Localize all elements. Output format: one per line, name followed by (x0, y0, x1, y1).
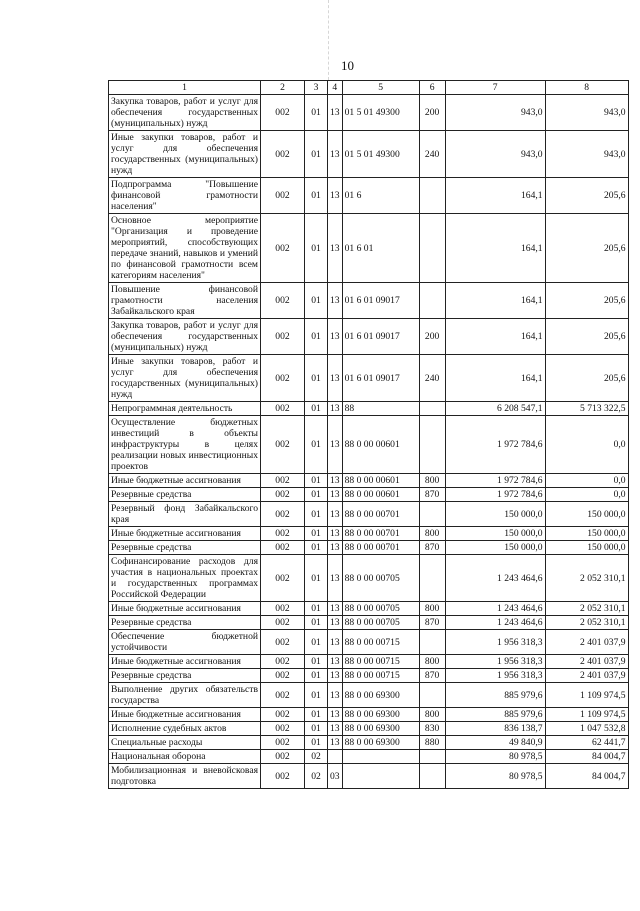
section-code: 01 (305, 214, 328, 283)
header-row (109, 81, 629, 95)
item-name: Резервные средства (109, 488, 261, 502)
amount-year-1: 885 979,6 (445, 708, 545, 722)
ministry-code: 002 (261, 630, 305, 655)
section-code: 01 (305, 131, 328, 178)
amount-year-1: 1 956 318,3 (445, 669, 545, 683)
section-code: 01 (305, 416, 328, 474)
column-header-5: 5 (342, 81, 419, 95)
target-article-code: 01 5 01 49300 (342, 131, 419, 178)
table-row (109, 488, 629, 502)
expense-type-code (419, 283, 445, 319)
column-header-6: 6 (419, 81, 445, 95)
target-article-code: 01 6 01 09017 (342, 355, 419, 402)
section-code: 01 (305, 319, 328, 355)
item-name: Резервные средства (109, 616, 261, 630)
section-code: 01 (305, 683, 328, 708)
amount-year-1: 164,1 (445, 355, 545, 402)
ministry-code: 002 (261, 355, 305, 402)
column-header-7: 7 (445, 81, 545, 95)
subsection-code: 13 (328, 283, 343, 319)
expense-type-code: 870 (419, 488, 445, 502)
expense-type-code (419, 764, 445, 789)
target-article-code: 88 0 00 00701 (342, 527, 419, 541)
amount-year-2: 2 401 037,9 (545, 655, 628, 669)
subsection-code: 13 (328, 630, 343, 655)
subsection-code: 13 (328, 488, 343, 502)
ministry-code: 002 (261, 502, 305, 527)
target-article-code: 01 6 01 09017 (342, 319, 419, 355)
expense-type-code: 240 (419, 131, 445, 178)
amount-year-2: 2 052 310,1 (545, 555, 628, 602)
expense-type-code: 240 (419, 355, 445, 402)
amount-year-2: 2 401 037,9 (545, 669, 628, 683)
item-name: Закупка товаров, работ и услуг для обеспечения государственных (муниципальных) нужд (109, 319, 261, 355)
amount-year-1: 150 000,0 (445, 502, 545, 527)
ministry-code: 002 (261, 736, 305, 750)
item-name: Иные бюджетные ассигнования (109, 602, 261, 616)
item-name: Иные закупки товаров, работ и услуг для обеспечения государственных (муниципальных) нужд (109, 355, 261, 402)
ministry-code: 002 (261, 214, 305, 283)
item-name: Осуществление бюджетных инвестиций в объекты инфраструктуры в целях реализации новых инвестиционных проектов (109, 416, 261, 474)
section-code: 01 (305, 655, 328, 669)
item-name: Резервные средства (109, 669, 261, 683)
ministry-code: 002 (261, 764, 305, 789)
expense-type-code: 200 (419, 95, 445, 131)
subsection-code: 03 (328, 764, 343, 789)
item-name: Иные закупки товаров, работ и услуг для обеспечения государственных (муниципальных) нужд (109, 131, 261, 178)
item-name: Мобилизационная и вневойсковая подготовка (109, 764, 261, 789)
amount-year-1: 164,1 (445, 283, 545, 319)
subsection-code: 13 (328, 602, 343, 616)
amount-year-1: 150 000,0 (445, 541, 545, 555)
amount-year-2: 943,0 (545, 95, 628, 131)
amount-year-1: 943,0 (445, 95, 545, 131)
subsection-code: 13 (328, 214, 343, 283)
subsection-code: 13 (328, 474, 343, 488)
table-row (109, 541, 629, 555)
expense-type-code (419, 502, 445, 527)
ministry-code: 002 (261, 708, 305, 722)
ministry-code: 002 (261, 131, 305, 178)
target-article-code: 88 0 00 00701 (342, 502, 419, 527)
amount-year-2: 84 004,7 (545, 750, 628, 764)
amount-year-1: 1 243 464,6 (445, 616, 545, 630)
column-header-1: 1 (109, 81, 261, 95)
item-name: Резервный фонд Забайкальского края (109, 502, 261, 527)
amount-year-2: 943,0 (545, 131, 628, 178)
target-article-code: 88 (342, 402, 419, 416)
item-name: Непрограммная деятельность (109, 402, 261, 416)
ministry-code: 002 (261, 488, 305, 502)
target-article-code (342, 764, 419, 789)
section-code: 01 (305, 708, 328, 722)
table-row (109, 602, 629, 616)
amount-year-1: 1 956 318,3 (445, 630, 545, 655)
section-code: 01 (305, 474, 328, 488)
expense-type-code: 800 (419, 708, 445, 722)
expense-type-code (419, 683, 445, 708)
item-name: Резервные средства (109, 541, 261, 555)
table-row (109, 708, 629, 722)
section-code: 02 (305, 764, 328, 789)
amount-year-2: 62 441,7 (545, 736, 628, 750)
target-article-code: 88 0 00 69300 (342, 708, 419, 722)
table-row (109, 655, 629, 669)
section-code: 01 (305, 630, 328, 655)
subsection-code: 13 (328, 131, 343, 178)
amount-year-1: 1 243 464,6 (445, 602, 545, 616)
table-row (109, 502, 629, 527)
target-article-code (342, 750, 419, 764)
ministry-code: 002 (261, 416, 305, 474)
amount-year-2: 0,0 (545, 416, 628, 474)
section-code: 01 (305, 355, 328, 402)
ministry-code: 002 (261, 95, 305, 131)
ministry-code: 002 (261, 319, 305, 355)
ministry-code: 002 (261, 527, 305, 541)
table-row (109, 683, 629, 708)
table-row (109, 527, 629, 541)
amount-year-2: 2 401 037,9 (545, 630, 628, 655)
amount-year-2: 1 047 532,8 (545, 722, 628, 736)
item-name: Софинансирование расходов для участия в национальных проектах и государственных программах Российской Федерации (109, 555, 261, 602)
subsection-code: 13 (328, 402, 343, 416)
table-body (109, 95, 629, 789)
target-article-code: 88 0 00 00601 (342, 488, 419, 502)
table-row (109, 131, 629, 178)
ministry-code: 002 (261, 283, 305, 319)
target-article-code: 88 0 00 00715 (342, 630, 419, 655)
target-article-code: 88 0 00 69300 (342, 683, 419, 708)
table-row (109, 178, 629, 214)
expense-type-code: 800 (419, 602, 445, 616)
ministry-code: 002 (261, 683, 305, 708)
ministry-code: 002 (261, 750, 305, 764)
amount-year-1: 1 972 784,6 (445, 416, 545, 474)
subsection-code (328, 750, 343, 764)
item-name: Национальная оборона (109, 750, 261, 764)
target-article-code: 01 6 (342, 178, 419, 214)
amount-year-2: 150 000,0 (545, 541, 628, 555)
item-name: Основное мероприятие "Организация и проведение мероприятий, способствующих передаче знаний, навыков и умений по финансовой грамотности всем категориям населения" (109, 214, 261, 283)
subsection-code: 13 (328, 178, 343, 214)
table-header (109, 81, 629, 95)
item-name: Выполнение других обязательств государства (109, 683, 261, 708)
section-code: 01 (305, 736, 328, 750)
section-code: 01 (305, 602, 328, 616)
table-row (109, 630, 629, 655)
subsection-code: 13 (328, 541, 343, 555)
amount-year-2: 1 109 974,5 (545, 708, 628, 722)
subsection-code: 13 (328, 95, 343, 131)
section-code: 01 (305, 402, 328, 416)
item-name: Иные бюджетные ассигнования (109, 655, 261, 669)
item-name: Подпрограмма "Повышение финансовой грамотности населения" (109, 178, 261, 214)
subsection-code: 13 (328, 669, 343, 683)
ministry-code: 002 (261, 402, 305, 416)
section-code: 01 (305, 616, 328, 630)
amount-year-2: 205,6 (545, 178, 628, 214)
amount-year-1: 836 138,7 (445, 722, 545, 736)
amount-year-1: 150 000,0 (445, 527, 545, 541)
expense-type-code: 800 (419, 655, 445, 669)
subsection-code: 13 (328, 683, 343, 708)
expense-type-code (419, 178, 445, 214)
item-name: Повышение финансовой грамотности населения Забайкальского края (109, 283, 261, 319)
section-code: 01 (305, 669, 328, 683)
amount-year-1: 1 972 784,6 (445, 488, 545, 502)
subsection-code: 13 (328, 655, 343, 669)
target-article-code: 88 0 00 00705 (342, 616, 419, 630)
ministry-code: 002 (261, 555, 305, 602)
expense-type-code: 800 (419, 474, 445, 488)
subsection-code: 13 (328, 555, 343, 602)
item-name: Обеспечение бюджетной устойчивости (109, 630, 261, 655)
amount-year-1: 885 979,6 (445, 683, 545, 708)
target-article-code: 88 0 00 00705 (342, 555, 419, 602)
table-row (109, 736, 629, 750)
table-row (109, 474, 629, 488)
item-name: Иные бюджетные ассигнования (109, 527, 261, 541)
amount-year-1: 164,1 (445, 214, 545, 283)
item-name: Закупка товаров, работ и услуг для обеспечения государственных (муниципальных) нужд (109, 95, 261, 131)
ministry-code: 002 (261, 669, 305, 683)
fold-line (328, 0, 329, 80)
expense-type-code (419, 402, 445, 416)
item-name: Иные бюджетные ассигнования (109, 474, 261, 488)
amount-year-1: 6 208 547,1 (445, 402, 545, 416)
table-row (109, 669, 629, 683)
amount-year-2: 150 000,0 (545, 527, 628, 541)
amount-year-2: 0,0 (545, 488, 628, 502)
amount-year-1: 80 978,5 (445, 750, 545, 764)
section-code: 02 (305, 750, 328, 764)
subsection-code: 13 (328, 708, 343, 722)
section-code: 01 (305, 95, 328, 131)
ministry-code: 002 (261, 722, 305, 736)
table-row (109, 355, 629, 402)
table-row (109, 722, 629, 736)
expense-type-code (419, 416, 445, 474)
amount-year-2: 0,0 (545, 474, 628, 488)
item-name: Специальные расходы (109, 736, 261, 750)
amount-year-2: 205,6 (545, 214, 628, 283)
item-name: Исполнение судебных актов (109, 722, 261, 736)
target-article-code: 88 0 00 00701 (342, 541, 419, 555)
table-row (109, 416, 629, 474)
ministry-code: 002 (261, 602, 305, 616)
section-code: 01 (305, 178, 328, 214)
expense-type-code (419, 555, 445, 602)
table-row (109, 283, 629, 319)
amount-year-2: 205,6 (545, 283, 628, 319)
expense-type-code (419, 750, 445, 764)
subsection-code: 13 (328, 502, 343, 527)
column-header-8: 8 (545, 81, 628, 95)
ministry-code: 002 (261, 655, 305, 669)
subsection-code: 13 (328, 616, 343, 630)
amount-year-1: 943,0 (445, 131, 545, 178)
budget-table (108, 80, 629, 789)
amount-year-2: 2 052 310,1 (545, 602, 628, 616)
expense-type-code: 800 (419, 527, 445, 541)
item-name: Иные бюджетные ассигнования (109, 708, 261, 722)
subsection-code: 13 (328, 355, 343, 402)
expense-type-code (419, 214, 445, 283)
amount-year-2: 205,6 (545, 319, 628, 355)
expense-type-code: 880 (419, 736, 445, 750)
ministry-code: 002 (261, 474, 305, 488)
table-row (109, 764, 629, 789)
amount-year-1: 164,1 (445, 319, 545, 355)
expense-type-code: 870 (419, 669, 445, 683)
subsection-code: 13 (328, 416, 343, 474)
ministry-code: 002 (261, 616, 305, 630)
expense-type-code (419, 630, 445, 655)
expense-type-code: 830 (419, 722, 445, 736)
target-article-code: 88 0 00 00715 (342, 655, 419, 669)
table-row (109, 402, 629, 416)
table-row (109, 319, 629, 355)
amount-year-2: 2 052 310,1 (545, 616, 628, 630)
section-code: 01 (305, 555, 328, 602)
amount-year-2: 5 713 322,5 (545, 402, 628, 416)
table-row (109, 95, 629, 131)
target-article-code: 01 6 01 (342, 214, 419, 283)
amount-year-1: 1 972 784,6 (445, 474, 545, 488)
target-article-code: 88 0 00 00715 (342, 669, 419, 683)
ministry-code: 002 (261, 178, 305, 214)
subsection-code: 13 (328, 736, 343, 750)
target-article-code: 01 6 01 09017 (342, 283, 419, 319)
subsection-code: 13 (328, 722, 343, 736)
table-row (109, 555, 629, 602)
page-number: 10 (341, 58, 354, 73)
target-article-code: 88 0 00 00601 (342, 416, 419, 474)
amount-year-1: 1 243 464,6 (445, 555, 545, 602)
amount-year-1: 49 840,9 (445, 736, 545, 750)
table-row (109, 214, 629, 283)
target-article-code: 88 0 00 00601 (342, 474, 419, 488)
target-article-code: 01 5 01 49300 (342, 95, 419, 131)
subsection-code: 13 (328, 527, 343, 541)
target-article-code: 88 0 00 69300 (342, 736, 419, 750)
amount-year-1: 164,1 (445, 178, 545, 214)
section-code: 01 (305, 541, 328, 555)
section-code: 01 (305, 527, 328, 541)
section-code: 01 (305, 283, 328, 319)
subsection-code: 13 (328, 319, 343, 355)
column-header-4: 4 (328, 81, 343, 95)
section-code: 01 (305, 488, 328, 502)
column-header-2: 2 (261, 81, 305, 95)
target-article-code: 88 0 00 69300 (342, 722, 419, 736)
amount-year-2: 205,6 (545, 355, 628, 402)
table-row (109, 616, 629, 630)
amount-year-1: 1 956 318,3 (445, 655, 545, 669)
expense-type-code: 200 (419, 319, 445, 355)
expense-type-code: 870 (419, 541, 445, 555)
amount-year-2: 1 109 974,5 (545, 683, 628, 708)
amount-year-2: 150 000,0 (545, 502, 628, 527)
column-header-3: 3 (305, 81, 328, 95)
amount-year-1: 80 978,5 (445, 764, 545, 789)
ministry-code: 002 (261, 541, 305, 555)
table-row (109, 750, 629, 764)
section-code: 01 (305, 722, 328, 736)
amount-year-2: 84 004,7 (545, 764, 628, 789)
section-code: 01 (305, 502, 328, 527)
target-article-code: 88 0 00 00705 (342, 602, 419, 616)
expense-type-code: 870 (419, 616, 445, 630)
